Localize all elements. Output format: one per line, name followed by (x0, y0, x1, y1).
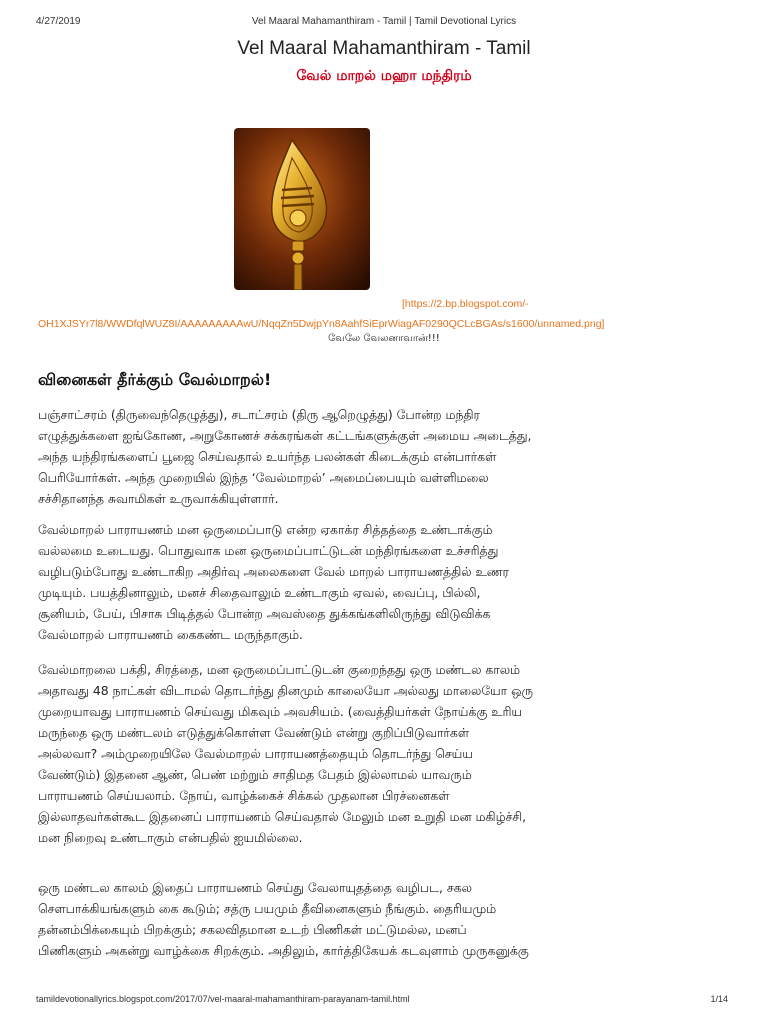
paragraph-4 (38, 877, 738, 961)
paragraph-line: அந்த யந்திரங்களைப் பூஜை செய்வதால் உயர்ந்த பலன்கள் கிடைக்கும் என்பார்கள் (38, 449, 497, 464)
paragraph-line: வேல்மாறல் பாராயணம் கைகண்ட மருந்தாகும். (38, 627, 303, 642)
paragraph-line: அல்லவா? அம்முறையிலே வேல்மாறல் பாராயணத்தையும் தொடர்ந்து செய்ய (38, 746, 473, 761)
vel-spear-image (234, 128, 370, 290)
page-title: Vel Maaral Mahamanthiram - Tamil (237, 38, 531, 59)
paragraph-line: முடியும். பயத்தினாலும், மனச் சிதைவாலும் உண்டாகும் ஏவல், வைப்பு, பில்லி, (38, 585, 481, 600)
paragraph-3 (38, 659, 738, 848)
paragraph-line: முறையாவது பாராயணம் செய்வது மிகவும் அவசியம். (வைத்தியர்கள் நோய்க்கு உரிய (38, 704, 523, 719)
paragraph-line: வேல்மாறல் பாராயணம் மன ஒருமைப்பாடு என்ற ஏகாக்ர சித்தத்தை உண்டாக்கும் (38, 522, 493, 537)
paragraph-line: அதாவது 48 நாட்கள் விடாமல் தொடர்ந்து தினமும் காலையோ அல்லது மாலையோ ஒரு (38, 683, 533, 698)
paragraph-line: பிணிகளும் அகன்று வாழ்க்கை சிறக்கும். அதிலும், கார்த்திகேயக் கடவுளாம் முருகனுக்கு (38, 943, 529, 958)
paragraph-line: தன்னம்பிக்கையும் பிறக்கும்; சகலவிதமான உடற் பிணிகள் மட்டுமல்ல, மனப் (38, 922, 467, 937)
paragraph-line: ஒரு மண்டல காலம் இதைப் பாராயணம் செய்து வேலாயுதத்தை வழிபட, சகல (38, 880, 472, 895)
paragraph-line: பாராயணம் செய்யலாம். நோய், வாழ்க்கைச் சிக்கல் முதலான பிரச்னைகள் (38, 788, 450, 803)
paragraph-line: எழுத்துக்களை ஐங்கோண, அறுகோணச் சக்கரங்கள் கட்டங்களுக்குள் அமைய அடைத்து, (38, 428, 532, 443)
paragraph-line: சச்சிதானந்த சுவாமிகள் உருவாக்கியுள்ளார். (38, 491, 279, 506)
paragraph-line: இல்லாதவர்கள்கூட இதனைப் பாராயணம் செய்வதால் மேலும் மன உறுதி மன மகிழ்ச்சி, (38, 809, 527, 824)
footer-url: tamildevotionallyrics.blogspot.com/2017/07/vel-maaral-mahamanthiram-parayanam-tamil.html (36, 994, 410, 1004)
image-link-line-1[interactable]: [https://2.bp.blogspot.com/- (402, 298, 529, 310)
paragraph-line: வழிபடும்போது உண்டாகிற அதிர்வு அலைகளை வேல் மாறல் பாராயணத்தில் உணர (38, 564, 509, 579)
paragraph-line: மன நிறைவு உண்டாகும் என்பதில் ஐயமில்லை. (38, 830, 303, 845)
paragraph-line: பஞ்சாட்சரம் (திருவைந்தெழுத்து), சடாட்சரம் (திரு ஆறெழுத்து) போன்ற மந்திர (38, 407, 480, 422)
page-number: 1/14 (710, 994, 728, 1004)
paragraph-1 (38, 404, 738, 509)
print-page-title: Vel Maaral Mahamanthiram - Tamil | Tamil Devotional Lyrics (251, 16, 517, 27)
image-caption: வேலே வேலனாவான்!!! (328, 333, 440, 344)
paragraph-line: மருந்தை ஒரு மண்டலம் எடுத்துக்கொள்ள வேண்டும் என்று குறிப்பிடுவார்கள் (38, 725, 470, 740)
page-subtitle: வேல் மாறல் மஹா மந்திரம் (296, 68, 472, 84)
image-link-line-2[interactable]: OH1XJSYr7l8/WWDfqlWUZ8I/AAAAAAAAAwU/NqqZn5DwjpYn8AahfSiEprWiagAF0290QCLcBGAs/s1600/unnamed.png] (38, 318, 605, 330)
paragraph-line: வேண்டும்) இதனை ஆண், பெண் மற்றும் சாதிமத பேதம் இல்லாமல் யாவரும் (38, 767, 472, 782)
paragraph-2 (38, 519, 738, 645)
paragraph-line: வல்லமை உடையது. பொதுவாக மன ஒருமைப்பாட்டுடன் மந்திரங்களை உச்சரித்து (38, 543, 499, 558)
print-date: 4/27/2019 (36, 16, 81, 27)
paragraph-line: வேல்மாறலை பக்தி, சிரத்தை, மன ஒருமைப்பாட்டுடன் குறைந்தது ஒரு மண்டல காலம் (38, 662, 521, 677)
paragraph-line: சௌபாக்கியங்களும் கை கூடும்; சத்ரு பயமும் தீவினைகளும் நீங்கும். தைரியமும் (38, 901, 497, 916)
paragraph-line: சூனியம், பேய், பிசாசு பிடித்தல் போன்ற அவஸ்தை துக்கங்களிலிருந்து விடுவிக்க (38, 606, 491, 621)
paragraph-line: பெரியோர்கள். அந்த முறையில் இந்த ‘வேல்மாறல்’ அமைப்பையும் வள்ளிமலை (38, 470, 489, 485)
section-heading: வினைகள் தீர்க்கும் வேல்மாறல்! (38, 370, 272, 389)
